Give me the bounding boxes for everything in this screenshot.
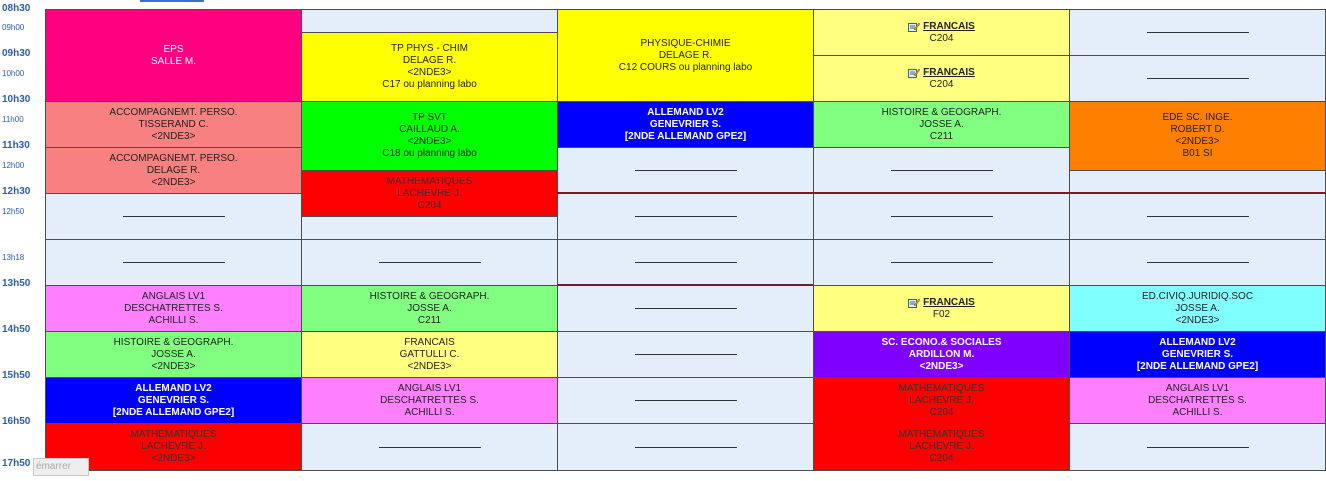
course-title: HISTOIRE & GEOGRAPH. bbox=[881, 106, 1002, 118]
course-detail: ACHILLI S. bbox=[1172, 406, 1223, 418]
course-detail: LACHEVRE J. bbox=[909, 394, 974, 406]
course-detail: <2NDE3> bbox=[407, 136, 452, 147]
time-label: 12h50 bbox=[2, 207, 25, 216]
course-detail: <2NDE3> bbox=[919, 360, 964, 372]
course-detail: C18 ou planning labo bbox=[382, 148, 477, 159]
time-label: 11h00 bbox=[2, 115, 24, 124]
course-title: MATHEMATIQUES bbox=[898, 382, 985, 394]
empty-slot[interactable] bbox=[45, 193, 302, 240]
time-label: 13h50 bbox=[2, 278, 31, 289]
empty-slot[interactable] bbox=[301, 216, 558, 240]
course-detail: C204 bbox=[929, 406, 954, 418]
time-label: 12h00 bbox=[2, 161, 25, 170]
time-label: 09h00 bbox=[2, 23, 25, 32]
empty-slot-line bbox=[635, 447, 737, 448]
course-cell[interactable] bbox=[813, 423, 1070, 471]
empty-slot-line bbox=[635, 308, 737, 309]
empty-slot[interactable] bbox=[813, 239, 1070, 286]
course-cell[interactable] bbox=[1069, 101, 1326, 171]
course-cell[interactable] bbox=[813, 9, 1070, 56]
current-time-line-2 bbox=[557, 284, 813, 286]
course-detail: GENEVRIER S. bbox=[649, 118, 722, 130]
course-detail: <2NDE3> bbox=[151, 360, 196, 372]
empty-slot[interactable] bbox=[557, 147, 814, 194]
course-detail: DESCHATRETTES S. bbox=[124, 302, 223, 314]
course-detail: LACHEVRE J. bbox=[397, 187, 462, 199]
course-detail: GENEVRIER S. bbox=[137, 394, 210, 406]
course-title: SC. ECONO.& SOCIALES bbox=[881, 336, 1002, 348]
course-detail: DELAGE R. bbox=[402, 55, 457, 66]
course-title: ANGLAIS LV1 bbox=[141, 290, 206, 302]
course-detail: <2NDE3> bbox=[151, 453, 196, 464]
empty-slot[interactable] bbox=[1069, 170, 1326, 194]
empty-slot[interactable] bbox=[813, 193, 1070, 240]
course-cell[interactable] bbox=[813, 285, 1070, 332]
course-title: ANGLAIS LV1 bbox=[1165, 382, 1230, 394]
time-label: 12h30 bbox=[2, 186, 31, 197]
course-detail: ROBERT D. bbox=[1170, 124, 1225, 135]
empty-slot[interactable] bbox=[1069, 9, 1326, 56]
course-detail: DESCHATRETTES S. bbox=[380, 394, 479, 406]
empty-slot[interactable] bbox=[301, 423, 558, 471]
time-label: 11h30 bbox=[2, 140, 30, 151]
empty-slot-line bbox=[1147, 216, 1249, 217]
course-title-link[interactable]: FRANCAIS bbox=[923, 20, 975, 32]
course-cell[interactable] bbox=[1069, 377, 1326, 424]
course-title: ED.CIVIQ.JURIDIQ.SOC bbox=[1141, 290, 1254, 302]
empty-slot-line bbox=[123, 262, 225, 263]
empty-slot[interactable] bbox=[301, 9, 558, 33]
course-detail: JOSSE A. bbox=[151, 348, 196, 360]
empty-slot[interactable] bbox=[557, 285, 814, 332]
course-detail: JOSSE A. bbox=[407, 302, 452, 314]
empty-slot-line bbox=[891, 262, 993, 263]
notebook-pencil-icon[interactable] bbox=[908, 68, 920, 78]
course-detail: DELAGE R. bbox=[658, 49, 713, 61]
empty-slot-line bbox=[891, 170, 993, 171]
course-detail: C204 bbox=[929, 78, 954, 90]
course-cell[interactable] bbox=[301, 377, 558, 424]
course-detail: [2NDE ALLEMAND GPE2] bbox=[112, 406, 235, 418]
course-title: ACCOMPAGNEMT. PERSO. bbox=[109, 106, 238, 118]
time-label: 08h30 bbox=[2, 3, 31, 14]
time-label: 10h30 bbox=[2, 94, 31, 105]
course-title: PHYSIQUE-CHIMIE bbox=[640, 37, 731, 49]
course-detail: DELAGE R. bbox=[146, 164, 201, 176]
course-detail: LACHEVRE J. bbox=[141, 441, 206, 452]
course-title: MATHEMATIQUES bbox=[898, 429, 985, 440]
course-detail: GENEVRIER S. bbox=[1161, 348, 1234, 360]
course-detail: C204 bbox=[417, 199, 442, 211]
course-cell[interactable] bbox=[301, 285, 558, 332]
empty-slot[interactable] bbox=[1069, 239, 1326, 286]
course-title: ALLEMAND LV2 bbox=[1159, 336, 1236, 348]
time-label: 15h50 bbox=[2, 370, 31, 381]
course-detail: ARDILLON M. bbox=[908, 348, 975, 360]
empty-slot[interactable] bbox=[557, 193, 814, 240]
course-cell[interactable] bbox=[301, 32, 558, 102]
course-cell[interactable] bbox=[301, 170, 558, 217]
empty-slot-line bbox=[635, 170, 737, 171]
empty-slot[interactable] bbox=[45, 239, 302, 286]
empty-slot-line bbox=[635, 262, 737, 263]
course-cell[interactable] bbox=[45, 147, 302, 194]
course-title: ALLEMAND LV2 bbox=[647, 106, 724, 118]
course-detail: <2NDE3> bbox=[1175, 314, 1220, 326]
empty-slot-line bbox=[379, 447, 481, 448]
course-cell[interactable] bbox=[813, 55, 1070, 102]
course-cell[interactable] bbox=[45, 101, 302, 148]
course-title: ANGLAIS LV1 bbox=[397, 382, 462, 394]
course-cell[interactable] bbox=[301, 101, 558, 171]
empty-slot-line bbox=[1147, 32, 1249, 33]
course-detail: B01 SI bbox=[1182, 148, 1213, 159]
course-detail: <2NDE3> bbox=[407, 360, 452, 372]
course-cell[interactable] bbox=[813, 377, 1070, 424]
course-detail: C211 bbox=[929, 130, 954, 142]
course-cell[interactable] bbox=[557, 101, 814, 148]
course-detail: DESCHATRETTES S. bbox=[1148, 394, 1247, 406]
course-title: TP SVT bbox=[412, 112, 447, 123]
course-cell[interactable] bbox=[301, 331, 558, 378]
course-detail: C12 COURS ou planning labo bbox=[618, 61, 753, 73]
course-detail: SALLE M. bbox=[150, 55, 197, 67]
empty-slot[interactable] bbox=[557, 239, 814, 286]
course-title-row[interactable] bbox=[908, 297, 975, 309]
course-detail: CAILLAUD A. bbox=[399, 124, 460, 135]
empty-slot[interactable] bbox=[1069, 423, 1326, 471]
course-detail: C204 bbox=[929, 453, 954, 464]
course-title: HISTOIRE & GEOGRAPH. bbox=[113, 336, 234, 348]
notebook-pencil-icon[interactable] bbox=[908, 298, 920, 308]
top-toolbar-button[interactable] bbox=[140, 0, 204, 2]
empty-slot[interactable] bbox=[1069, 193, 1326, 240]
course-title-link[interactable]: FRANCAIS bbox=[923, 66, 975, 78]
course-title: TP PHYS - CHIM bbox=[390, 43, 469, 54]
empty-slot[interactable] bbox=[301, 239, 558, 286]
course-cell[interactable] bbox=[45, 377, 302, 424]
start-button[interactable]: émarrer bbox=[33, 458, 89, 476]
time-label: 17h50 bbox=[2, 458, 31, 469]
course-title-row[interactable] bbox=[908, 21, 975, 33]
empty-slot[interactable] bbox=[557, 377, 814, 424]
course-cell[interactable] bbox=[1069, 331, 1326, 378]
course-cell[interactable] bbox=[557, 9, 814, 102]
empty-slot-line bbox=[1147, 447, 1249, 448]
course-detail: F02 bbox=[932, 308, 951, 320]
course-detail: C211 bbox=[417, 314, 442, 326]
empty-slot[interactable] bbox=[1069, 55, 1326, 102]
course-detail: [2NDE ALLEMAND GPE2] bbox=[1136, 360, 1259, 372]
notebook-pencil-icon[interactable] bbox=[908, 22, 920, 32]
course-cell[interactable] bbox=[813, 101, 1070, 148]
course-title: EPS bbox=[163, 43, 184, 55]
course-title: HISTOIRE & GEOGRAPH. bbox=[369, 290, 490, 302]
empty-slot-line bbox=[635, 400, 737, 401]
course-detail: TISSERAND C. bbox=[138, 118, 209, 130]
empty-slot-line bbox=[635, 216, 737, 217]
course-detail: C204 bbox=[929, 32, 954, 44]
course-detail: <2NDE3> bbox=[151, 176, 196, 188]
empty-slot-line bbox=[1147, 78, 1249, 79]
course-cell[interactable] bbox=[45, 285, 302, 332]
course-detail: JOSSE A. bbox=[1175, 302, 1220, 314]
course-detail: <2NDE3> bbox=[407, 67, 452, 78]
course-cell[interactable] bbox=[45, 9, 302, 102]
empty-slot-line bbox=[1147, 262, 1249, 263]
course-title: ALLEMAND LV2 bbox=[135, 382, 212, 394]
course-title: ACCOMPAGNEMT. PERSO. bbox=[109, 152, 238, 164]
course-cell[interactable] bbox=[813, 331, 1070, 378]
time-label: 09h30 bbox=[2, 48, 31, 59]
course-detail: C17 ou planning labo bbox=[382, 79, 477, 90]
empty-slot-line bbox=[379, 262, 481, 263]
time-label: 10h00 bbox=[2, 69, 25, 78]
empty-slot-line bbox=[891, 216, 993, 217]
course-detail: GATTULLI C. bbox=[399, 348, 460, 360]
course-detail: LACHEVRE J. bbox=[909, 441, 974, 452]
course-title: FRANCAIS bbox=[404, 336, 455, 348]
time-label: 14h50 bbox=[2, 324, 31, 335]
empty-slot[interactable] bbox=[557, 423, 814, 471]
course-title: MATHEMATIQUES bbox=[130, 429, 217, 440]
course-title-link[interactable]: FRANCAIS bbox=[923, 296, 975, 308]
course-title-row[interactable] bbox=[908, 67, 975, 79]
course-title: MATHEMATIQUES bbox=[386, 175, 473, 187]
time-label: 13h18 bbox=[2, 253, 25, 262]
timetable-grid bbox=[45, 9, 1326, 470]
empty-slot[interactable] bbox=[813, 147, 1070, 194]
course-detail: [2NDE ALLEMAND GPE2] bbox=[624, 130, 747, 142]
course-detail: ACHILLI S. bbox=[148, 314, 199, 326]
empty-slot-line bbox=[123, 216, 225, 217]
course-detail: <2NDE3> bbox=[151, 130, 196, 142]
course-cell[interactable] bbox=[1069, 285, 1326, 332]
time-label: 16h50 bbox=[2, 416, 31, 427]
course-cell[interactable] bbox=[45, 331, 302, 378]
course-title: EDE SC. INGE. bbox=[1162, 112, 1233, 123]
empty-slot-line bbox=[635, 354, 737, 355]
current-time-line bbox=[557, 192, 1326, 194]
empty-slot[interactable] bbox=[557, 331, 814, 378]
course-detail: ACHILLI S. bbox=[404, 406, 455, 418]
course-detail: <2NDE3> bbox=[1175, 136, 1220, 147]
course-detail: JOSSE A. bbox=[919, 118, 964, 130]
